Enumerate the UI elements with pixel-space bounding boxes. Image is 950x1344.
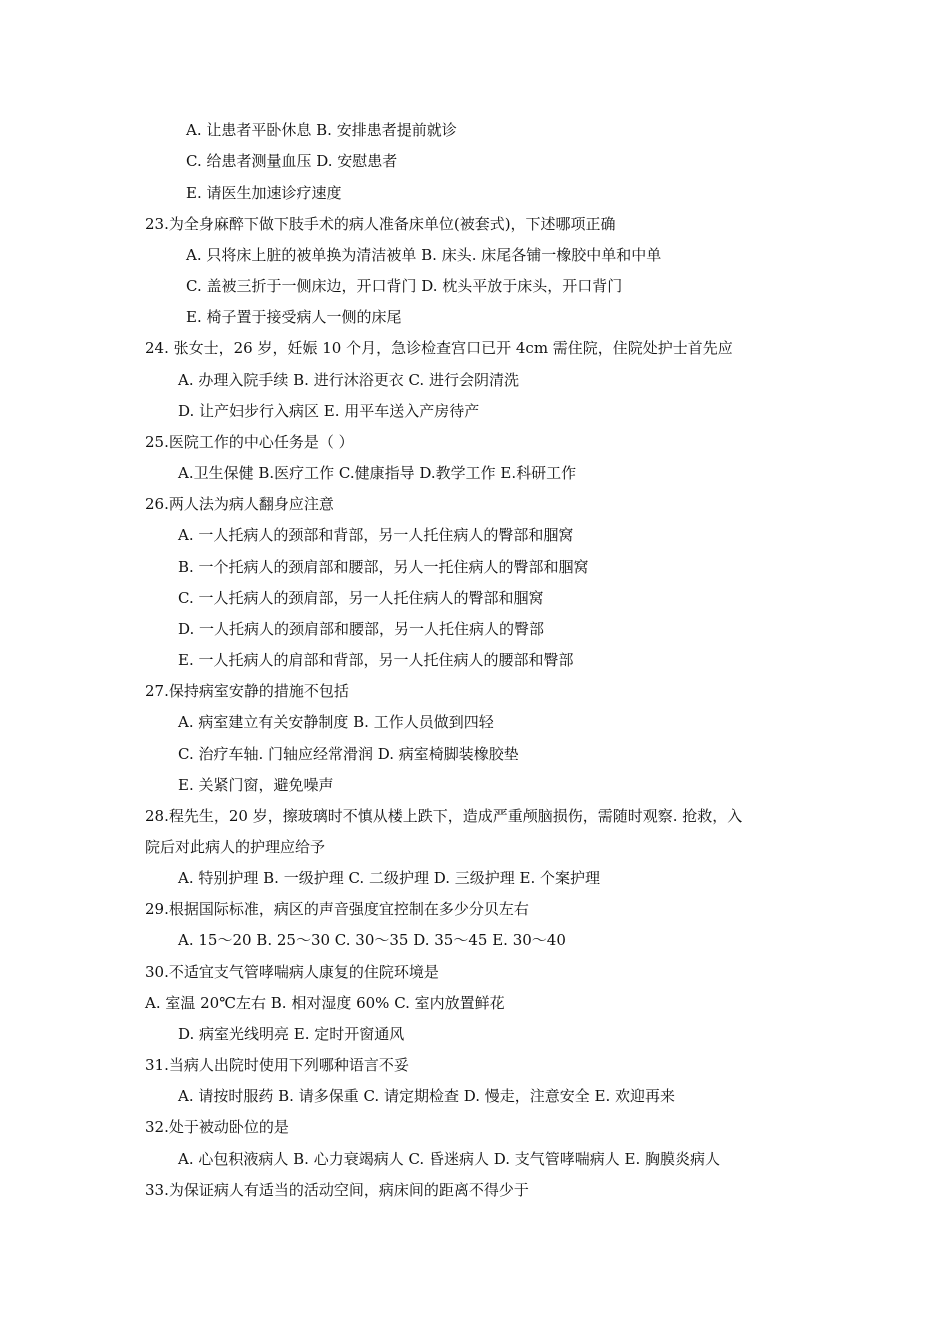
option-line: A. 请按时服药 B. 请多保重 C. 请定期检查 D. 慢走，注意安全 E. 欢迎再来 xyxy=(178,1087,675,1105)
option-line: E. 椅子置于接受病人一侧的床尾 xyxy=(186,308,402,326)
option-line: A. 让患者平卧休息 B. 安排患者提前就诊 xyxy=(186,121,457,139)
option-line: D. 让产妇步行入病区 E. 用平车送入产房待产 xyxy=(178,402,480,420)
question-line: 24. 张女士，26 岁，妊娠 10 个月，急诊检查宫口已开 4cm 需住院，住院处护士首先应 xyxy=(145,339,733,357)
question-line: 32.处于被动卧位的是 xyxy=(145,1118,289,1136)
option-line: E. 请医生加速诊疗速度 xyxy=(186,184,342,202)
option-line: B. 一个托病人的颈肩部和腰部，另人一托住病人的臀部和腘窝 xyxy=(178,558,589,576)
option-line: C. 一人托病人的颈肩部，另一人托住病人的臀部和腘窝 xyxy=(178,589,544,607)
option-line: A. 心包积液病人 B. 心力衰竭病人 C. 昏迷病人 D. 支气管哮喘病人 E. 胸膜炎病人 xyxy=(178,1150,720,1168)
question-line: 30.不适宜支气管哮喘病人康复的住院环境是 xyxy=(145,963,439,981)
question-line: 27.保持病室安静的措施不包括 xyxy=(145,682,349,700)
option-line: C. 盖被三折于一侧床边，开口背门 D. 枕头平放于床头，开口背门 xyxy=(186,277,623,295)
question-line: 33.为保证病人有适当的活动空间，病床间的距离不得少于 xyxy=(145,1181,529,1199)
question-line: 31.当病人出院时使用下列哪种语言不妥 xyxy=(145,1056,409,1074)
option-line: A. 一人托病人的颈部和背部，另一人托住病人的臀部和腘窝 xyxy=(178,526,574,544)
option-line: C. 治疗车轴. 门轴应经常滑润 D. 病室椅脚装橡胶垫 xyxy=(178,745,519,763)
question-line: 23.为全身麻醉下做下肢手术的病人准备床单位(被套式)，下述哪项正确 xyxy=(145,215,616,233)
question-line: 26.两人法为病人翻身应注意 xyxy=(145,495,334,513)
option-line: D. 一人托病人的颈肩部和腰部，另一人托住病人的臀部 xyxy=(178,620,545,638)
question-line: 25.医院工作的中心任务是（ ） xyxy=(145,433,354,451)
option-line: C. 给患者测量血压 D. 安慰患者 xyxy=(186,152,398,170)
option-line: A. 病室建立有关安静制度 B. 工作人员做到四轻 xyxy=(178,713,494,731)
option-line: A. 室温 20℃左右 B. 相对湿度 60% C. 室内放置鲜花 xyxy=(145,994,505,1012)
option-line: A. 办理入院手续 B. 进行沐浴更衣 C. 进行会阴清洗 xyxy=(178,371,519,389)
option-line: A. 特别护理 B. 一级护理 C. 二级护理 D. 三级护理 E. 个案护理 xyxy=(178,869,600,887)
question-line: 28.程先生，20 岁，擦玻璃时不慎从楼上跌下，造成严重颅脑损伤，需随时观察. 抢救，入 xyxy=(145,807,743,825)
option-line: A. 只将床上脏的被单换为清洁被单 B. 床头. 床尾各铺一橡胶中单和中单 xyxy=(186,246,662,264)
question-line: 29.根据国际标准，病区的声音强度宜控制在多少分贝左右 xyxy=(145,900,529,918)
option-line: A. 15～20 B. 25～30 C. 30～35 D. 35～45 E. 30～40 xyxy=(178,931,566,949)
question-line: 院后对此病人的护理应给予 xyxy=(145,838,326,856)
option-line: D. 病室光线明亮 E. 定时开窗通风 xyxy=(178,1025,405,1043)
option-line: E. 关紧门窗，避免噪声 xyxy=(178,776,334,794)
option-line: A.卫生保健 B.医疗工作 C.健康指导 D.教学工作 E.科研工作 xyxy=(178,464,577,482)
option-line: E. 一人托病人的肩部和背部，另一人托住病人的腰部和臀部 xyxy=(178,651,574,669)
